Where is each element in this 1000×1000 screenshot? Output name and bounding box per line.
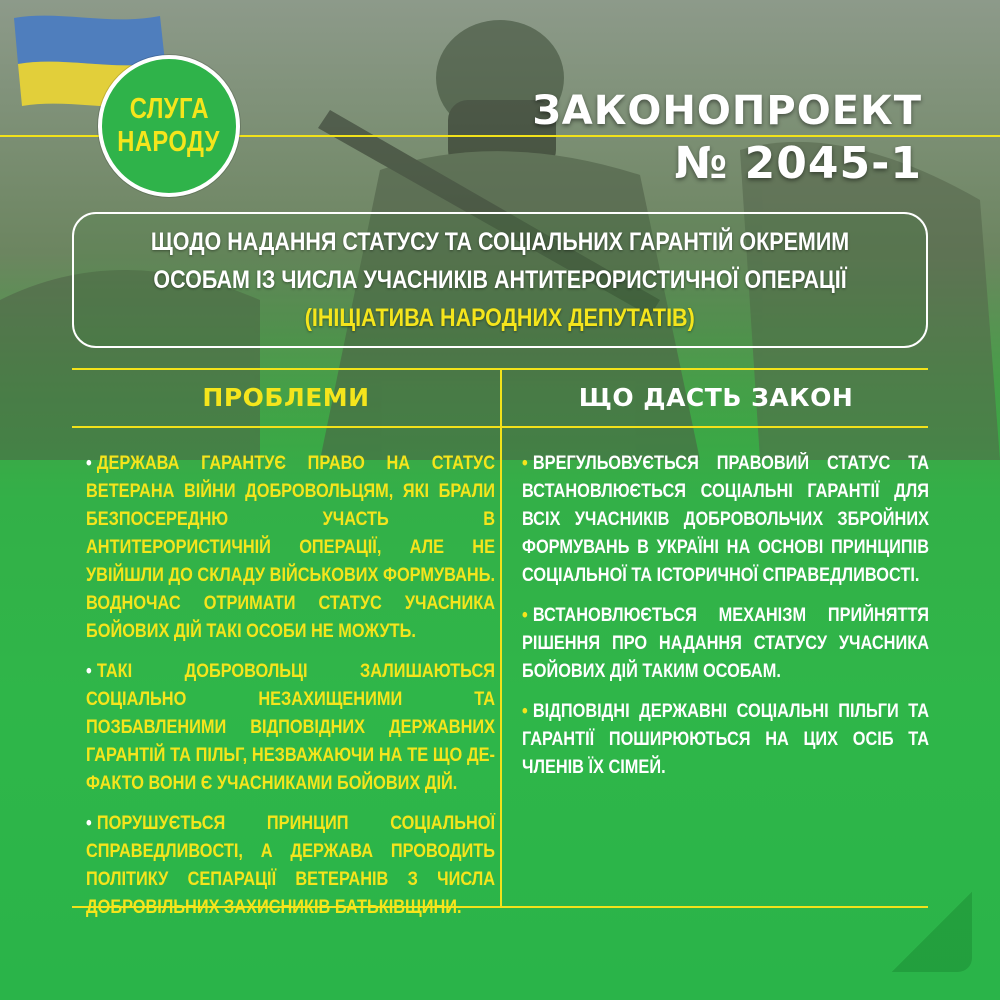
bullet-icon: • bbox=[86, 453, 92, 474]
bullet-icon: • bbox=[86, 813, 92, 834]
law-effect-text: ВРЕГУЛЬОВУЄТЬСЯ ПРАВОВИЙ СТАТУС ТА ВСТАНОВЛЮЄТЬСЯ СОЦІАЛЬНІ ГАРАНТІЇ ДЛЯ ВСІХ УЧАСНИКІВ ДОБРОВОЛЬЧИХ ЗБРОЙНИХ ФОРМУВАНЬ В УКРАЇНІ НА ОСНОВІ ПРИНЦИПІВ СОЦІАЛЬНОЇ ТА ІСТОРИЧНОЇ СПРАВЕДЛИВОСТІ. bbox=[522, 453, 930, 586]
topic-line-1: ЩОДО НАДАННЯ СТАТУСУ ТА СОЦІАЛЬНИХ ГАРАНТІЙ ОКРЕМИМ bbox=[150, 228, 850, 256]
bill-title bbox=[532, 86, 922, 192]
law-effect-text: ВІДПОВІДНІ ДЕРЖАВНІ СОЦІАЛЬНІ ПІЛЬГИ ТА ГАРАНТІЇ ПОШИРЮЮТЬСЯ НА ЦИХ ОСІБ ТА ЧЛЕНІВ ЇХ СІМЕЙ. bbox=[522, 701, 930, 778]
bill-number: № 2045-1 bbox=[674, 138, 922, 189]
problem-item bbox=[86, 810, 495, 922]
law-effect-item bbox=[522, 698, 929, 782]
bullet-icon: • bbox=[86, 661, 92, 682]
law-effects-header: ЩО ДАСТЬ ЗАКОН bbox=[578, 382, 854, 412]
bullet-icon: • bbox=[522, 605, 528, 626]
law-effects-list bbox=[522, 450, 930, 794]
problem-text: ДЕРЖАВА ГАРАНТУЄ ПРАВО НА СТАТУС ВЕТЕРАНА ВІЙНИ ДОБРОВОЛЬЦЯМ, ЯКІ БРАЛИ БЕЗПОСЕРЕДНЮ УЧАСТЬ В АНТИТЕРОРИСТИЧНІЙ ОПЕРАЦІЇ, АЛЕ НЕ УВІЙШЛИ ДО СКЛАДУ ВІЙСЬКОВИХ ФОРМУВАНЬ. ВОДНОЧАС ОТРИМАТИ СТАТУС УЧАСНИКА БОЙОВИХ ДІЙ ТАКІ ОСОБИ НЕ МОЖУТЬ. bbox=[86, 453, 496, 642]
party-logo bbox=[98, 55, 240, 197]
bullet-icon: • bbox=[522, 701, 528, 722]
problems-list bbox=[86, 450, 496, 934]
topic-initiative: (ІНІЦІАТИВА НАРОДНИХ ДЕПУТАТІВ) bbox=[305, 304, 695, 332]
problem-text: ПОРУШУЄТЬСЯ ПРИНЦИП СОЦІАЛЬНОЇ СПРАВЕДЛИВОСТІ, А ДЕРЖАВА ПРОВОДИТЬ ПОЛІТИКУ СЕПАРАЦІЇ ВЕТЕРАНІВ З ЧИСЛА ДОБРОВІЛЬНИХ ЗАХИСНИКІВ БАТЬКІВЩИНИ. bbox=[86, 813, 496, 918]
topic-line-2: ОСОБАМ ІЗ ЧИСЛА УЧАСНИКІВ АНТИТЕРОРИСТИЧНОЇ ОПЕРАЦІЇ bbox=[153, 266, 847, 294]
comparison-table bbox=[72, 368, 930, 918]
logo-line-1: СЛУГА bbox=[129, 93, 209, 125]
problems-header: ПРОБЛЕМИ bbox=[202, 382, 370, 412]
problem-item bbox=[86, 450, 495, 646]
problem-item bbox=[86, 658, 495, 798]
law-effect-text: ВСТАНОВЛЮЄТЬСЯ МЕХАНІЗМ ПРИЙНЯТТЯ РІШЕННЯ ПРО НАДАННЯ СТАТУСУ УЧАСНИКА БОЙОВИХ ДІЙ ТАКИМ ОСОБАМ. bbox=[522, 605, 930, 682]
law-effect-item bbox=[522, 602, 929, 686]
law-effect-item bbox=[522, 450, 929, 590]
logo-line-2: НАРОДУ bbox=[117, 126, 221, 158]
problem-text: ТАКІ ДОБРОВОЛЬЦІ ЗАЛИШАЮТЬСЯ СОЦІАЛЬНО НЕЗАХИЩЕНИМИ ТА ПОЗБАВЛЕНИМИ ВІДПОВІДНИХ ДЕРЖАВНИХ ГАРАНТІЙ ТА ПІЛЬГ, НЕЗВАЖАЮЧИ НА ТЕ ЩО ДЕ-ФАКТО ВОНИ Є УЧАСНИКАМИ БОЙОВИХ ДІЙ. bbox=[86, 661, 496, 794]
bill-topic-box bbox=[72, 212, 928, 348]
table-column-divider bbox=[500, 368, 502, 908]
bullet-icon: • bbox=[522, 453, 528, 474]
bill-word: ЗАКОНОПРОЕКТ bbox=[532, 88, 922, 134]
